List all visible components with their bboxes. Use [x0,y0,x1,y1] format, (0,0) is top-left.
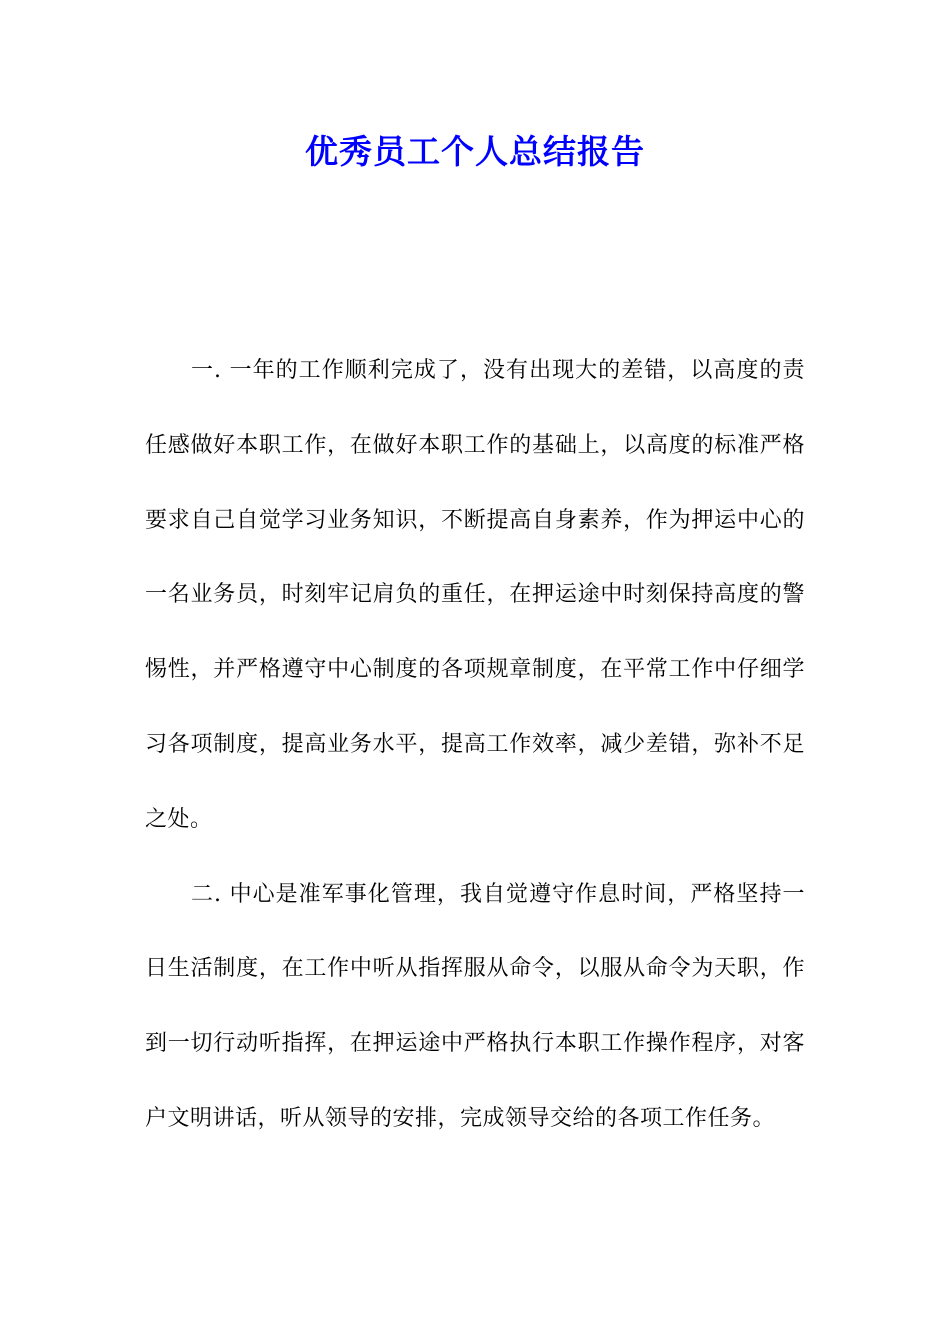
document-body [145,334,805,1157]
paragraph-1: 一. 一年的工作顺利完成了，没有出现大的差错，以高度的责任感做好本职工作，在做好本职工作的基础上，以高度的标准严格要求自己自觉学习业务知识，不断提高自身素养，作为押运中心的一名业务员，时刻牢记肩负的重任，在押运途中时刻保持高度的警惕性，并严格遵守中心制度的各项规章制度，在平常工作中仔细学习各项制度，提高业务水平，提高工作效率，减少差错，弥补不足之处。 [145,358,805,832]
page-title: 优秀员工个人总结报告 [305,132,645,171]
paragraph-2: 二. 中心是准军事化管理，我自觉遵守作息时间，严格坚持一日生活制度，在工作中听从指挥服从命令，以服从命令为天职，作到一切行动听指挥，在押运途中严格执行本职工作操作程序，对客户文明讲话，听从领导的安排，完成领导交给的各项工作任务。 [145,881,805,1131]
